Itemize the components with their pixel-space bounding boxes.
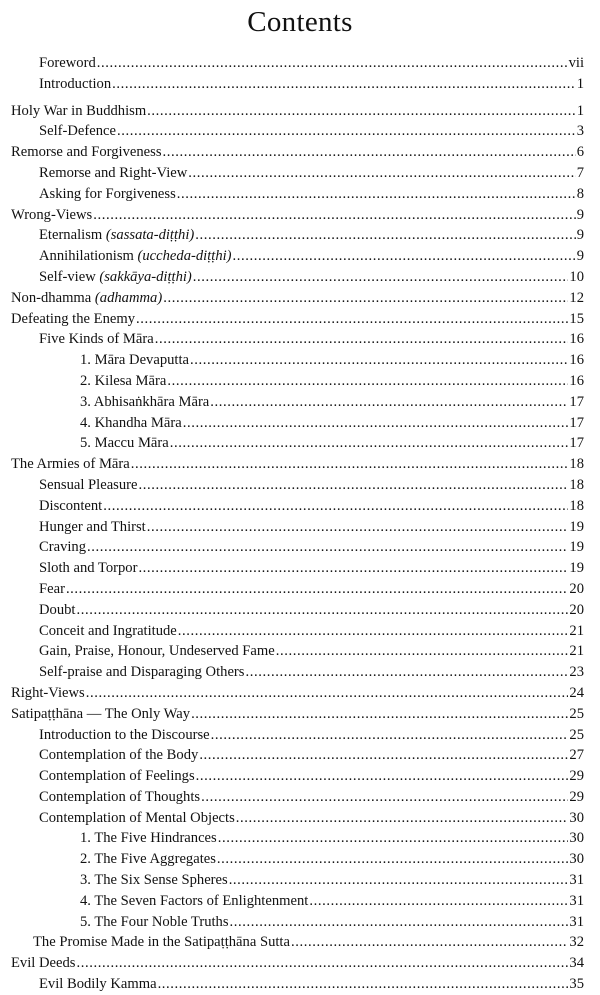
toc-page-number: 24 xyxy=(569,684,584,701)
dot-leader xyxy=(163,142,576,163)
dot-leader xyxy=(233,246,576,267)
toc-entry[interactable] xyxy=(0,641,600,662)
toc-entry-title: 5. The Four Noble Truths xyxy=(80,913,229,930)
toc-entry[interactable] xyxy=(0,766,600,787)
toc-page-number: 25 xyxy=(569,726,584,743)
toc-entry[interactable] xyxy=(0,891,600,912)
toc-page-number: 12 xyxy=(569,289,584,306)
dot-leader xyxy=(276,641,569,662)
toc-entry-title: Contemplation of Thoughts xyxy=(39,788,201,805)
toc-entry[interactable] xyxy=(0,704,600,725)
dot-leader xyxy=(211,725,569,746)
dot-leader xyxy=(199,745,568,766)
dot-leader xyxy=(178,621,569,642)
dot-leader xyxy=(66,579,568,600)
toc-entry[interactable] xyxy=(0,163,600,184)
toc-page-number: vii xyxy=(568,55,584,71)
toc-page-number: 17 xyxy=(569,435,584,452)
toc-page-number: 21 xyxy=(569,643,584,660)
toc-entry-title: Holy War in Buddhism xyxy=(11,102,147,119)
dot-leader xyxy=(229,870,569,891)
toc-entry-title: Right-Views xyxy=(11,684,85,701)
toc-entry-title: Wrong-Views xyxy=(11,206,93,223)
toc-entry-title: 4. Khandha Māra xyxy=(80,414,182,431)
toc-entry-title: Craving xyxy=(39,539,87,556)
toc-entry[interactable] xyxy=(0,413,600,434)
dot-leader xyxy=(193,267,569,288)
toc-entry-title: Contemplation of Mental Objects xyxy=(39,809,235,826)
toc-page-number: 34 xyxy=(569,955,584,972)
dot-leader xyxy=(210,392,568,413)
dot-leader xyxy=(217,849,568,870)
toc-entry[interactable] xyxy=(0,205,600,226)
toc-entry[interactable] xyxy=(0,184,600,205)
dot-leader xyxy=(230,912,569,933)
toc-entry-title: Self-praise and Disparaging Others xyxy=(39,664,245,681)
toc-entry-title: Five Kinds of Māra xyxy=(39,331,154,348)
toc-page-number: 18 xyxy=(569,456,584,473)
toc-entry[interactable] xyxy=(0,246,600,267)
toc-entry[interactable] xyxy=(0,517,600,538)
toc-entry[interactable] xyxy=(0,974,600,995)
toc-entry-title: 3. The Six Sense Spheres xyxy=(80,872,228,889)
toc-entry-title: Conceit and Ingratitude xyxy=(39,622,177,639)
toc-entry[interactable] xyxy=(0,121,600,142)
toc-entry-title: 2. Kilesa Māra xyxy=(80,372,167,389)
toc-entry-title: 1. Māra Devaputta xyxy=(80,352,190,369)
toc-entry[interactable] xyxy=(0,683,600,704)
toc-page-number: 16 xyxy=(569,331,584,348)
toc-entry[interactable] xyxy=(0,475,600,496)
toc-entry-title: The Armies of Māra xyxy=(11,456,130,473)
toc-entry-title: Defeating the Enemy xyxy=(11,310,135,327)
toc-page-number: 9 xyxy=(576,206,584,223)
toc-entry[interactable] xyxy=(0,496,600,517)
toc-entry-title: 4. The Seven Factors of Enlightenment xyxy=(80,892,309,909)
toc-page-number: 17 xyxy=(569,393,584,410)
toc-entry-title: Sloth and Torpor xyxy=(39,560,138,577)
toc-entry-title: Annihilationism (uccheda-diṭṭhi) xyxy=(39,248,232,265)
dot-leader xyxy=(236,808,569,829)
toc-page-number: 10 xyxy=(569,268,584,285)
toc-entry-title: 5. Maccu Māra xyxy=(80,435,169,452)
dot-leader xyxy=(87,537,568,558)
page-title: Contents xyxy=(247,6,353,38)
toc-entry[interactable] xyxy=(0,225,600,246)
toc-entry[interactable] xyxy=(0,101,600,122)
toc-page-number: 16 xyxy=(569,372,584,389)
toc-entry[interactable] xyxy=(0,953,600,974)
toc-entry-title: The Promise Made in the Satipaṭṭhāna Sutta xyxy=(33,934,290,951)
dot-leader xyxy=(136,309,568,330)
dot-leader xyxy=(147,101,576,122)
toc-entry[interactable] xyxy=(0,74,600,95)
dot-leader xyxy=(86,683,569,704)
toc-entry[interactable] xyxy=(0,392,600,413)
toc-page-number: 1 xyxy=(576,102,584,119)
dot-leader xyxy=(195,225,575,246)
toc-entry-title: 2. The Five Aggregates xyxy=(80,851,216,868)
dot-leader xyxy=(139,475,569,496)
dot-leader xyxy=(117,121,576,142)
toc-page-number: 30 xyxy=(569,851,584,868)
toc-entry-title: Self-Defence xyxy=(39,123,116,140)
dot-leader xyxy=(158,974,569,995)
toc-entry[interactable] xyxy=(0,267,600,288)
toc-entry-title: Sensual Pleasure xyxy=(39,476,138,493)
toc-entry-title: Eternalism (sassata-diṭṭhi) xyxy=(39,227,195,244)
dot-leader xyxy=(76,953,568,974)
toc-entry-title: Remorse and Right-View xyxy=(39,164,188,181)
toc-page-number: 6 xyxy=(576,144,584,161)
toc-page-number: 18 xyxy=(569,476,584,493)
toc-entry[interactable] xyxy=(0,142,600,163)
dot-leader xyxy=(163,288,568,309)
dot-leader xyxy=(147,517,569,538)
dot-leader xyxy=(190,350,568,371)
toc-page-number: 20 xyxy=(569,580,584,597)
toc-page-number: 17 xyxy=(569,414,584,431)
toc-entry[interactable] xyxy=(0,912,600,933)
dot-leader xyxy=(131,454,569,475)
toc-entry[interactable] xyxy=(0,621,600,642)
toc-page-number: 25 xyxy=(569,705,584,722)
toc-entry[interactable] xyxy=(0,662,600,683)
dot-leader xyxy=(170,433,569,454)
toc-entry-title: Remorse and Forgiveness xyxy=(11,144,162,161)
toc-page-number: 29 xyxy=(569,788,584,805)
toc-entry-title: Introduction to the Discourse xyxy=(39,726,210,743)
toc-entry[interactable] xyxy=(0,454,600,475)
toc-page-number: 31 xyxy=(569,892,584,909)
dot-leader xyxy=(76,600,568,621)
toc-entry[interactable] xyxy=(0,849,600,870)
toc-entry[interactable] xyxy=(0,870,600,891)
toc-entry-title: Satipaṭṭhāna — The Only Way xyxy=(11,705,191,722)
dot-leader xyxy=(138,558,568,579)
toc-page-number: 23 xyxy=(569,664,584,681)
toc-entry-title: Discontent xyxy=(39,497,103,514)
toc-entry[interactable] xyxy=(0,537,600,558)
toc-entry[interactable] xyxy=(0,433,600,454)
toc-page-number: 30 xyxy=(569,830,584,847)
toc-page-number: 30 xyxy=(569,809,584,826)
dot-leader xyxy=(191,704,568,725)
toc-entry[interactable] xyxy=(0,53,600,74)
toc-page-number: 9 xyxy=(576,248,584,265)
toc-page-number: 31 xyxy=(569,913,584,930)
dot-leader xyxy=(97,53,568,74)
toc-entry-title: Introduction xyxy=(39,75,112,92)
toc-entry-title: Asking for Forgiveness xyxy=(39,185,176,202)
toc-page-number: 29 xyxy=(569,768,584,785)
dot-leader xyxy=(93,205,575,226)
toc-entry[interactable] xyxy=(0,725,600,746)
toc-entry[interactable] xyxy=(0,350,600,371)
toc-entry[interactable] xyxy=(0,828,600,849)
toc-entry-title: Self-view (sakkāya-diṭṭhi) xyxy=(39,268,192,285)
dot-leader xyxy=(309,891,568,912)
toc-entry[interactable] xyxy=(0,329,600,350)
toc-entry[interactable] xyxy=(0,600,600,621)
table-of-contents xyxy=(0,53,600,995)
toc-page-number: 21 xyxy=(569,622,584,639)
toc-entry-title: Hunger and Thirst xyxy=(39,518,146,535)
toc-entry[interactable] xyxy=(0,371,600,392)
toc-entry[interactable] xyxy=(0,808,600,829)
dot-leader xyxy=(155,329,569,350)
toc-page-number: 19 xyxy=(569,518,584,535)
toc-entry[interactable] xyxy=(0,558,600,579)
toc-page-number: 19 xyxy=(569,560,584,577)
toc-entry-title: Doubt xyxy=(39,601,76,618)
dot-leader xyxy=(196,766,569,787)
toc-page-number: 16 xyxy=(569,352,584,369)
toc-entry[interactable] xyxy=(0,932,600,953)
toc-entry-title: 1. The Five Hindrances xyxy=(80,830,217,847)
toc-page-number: 15 xyxy=(569,310,584,327)
dot-leader xyxy=(218,828,569,849)
toc-entry-title: Contemplation of Feelings xyxy=(39,768,195,785)
dot-leader xyxy=(183,413,569,434)
toc-entry-title: Gain, Praise, Honour, Undeserved Fame xyxy=(39,643,275,660)
dot-leader xyxy=(112,74,576,95)
toc-page-number: 3 xyxy=(576,123,584,140)
toc-entry-title: Contemplation of the Body xyxy=(39,747,199,764)
toc-page-number: 31 xyxy=(569,872,584,889)
toc-page-number: 20 xyxy=(569,601,584,618)
toc-page-number: 8 xyxy=(576,185,584,202)
toc-entry-title: Foreword xyxy=(39,55,96,71)
toc-entry[interactable] xyxy=(0,579,600,600)
dot-leader xyxy=(177,184,576,205)
toc-page-number: 18 xyxy=(569,497,584,514)
toc-entry-title: Evil Bodily Kamma xyxy=(39,976,157,993)
toc-page-number: 35 xyxy=(569,976,584,993)
toc-entry-title: Non-dhamma (adhamma) xyxy=(11,289,163,306)
toc-entry-title: Fear xyxy=(39,580,65,597)
toc-entry[interactable] xyxy=(0,288,600,309)
dot-leader xyxy=(291,932,568,953)
dot-leader xyxy=(167,371,568,392)
toc-page-number: 19 xyxy=(569,539,584,556)
toc-entry[interactable] xyxy=(0,309,600,330)
toc-page-number: 1 xyxy=(576,75,584,92)
toc-page-number: 9 xyxy=(576,227,584,244)
toc-page-number: 32 xyxy=(569,934,584,951)
toc-page-number: 7 xyxy=(576,164,584,181)
toc-entry[interactable] xyxy=(0,745,600,766)
dot-leader xyxy=(245,662,568,683)
toc-page-number: 27 xyxy=(569,747,584,764)
dot-leader xyxy=(201,787,568,808)
dot-leader xyxy=(103,496,568,517)
toc-entry[interactable] xyxy=(0,787,600,808)
toc-entry-title: 3. Abhisaṅkhāra Māra xyxy=(80,393,210,410)
toc-entry-title: Evil Deeds xyxy=(11,955,76,972)
dot-leader xyxy=(188,163,575,184)
